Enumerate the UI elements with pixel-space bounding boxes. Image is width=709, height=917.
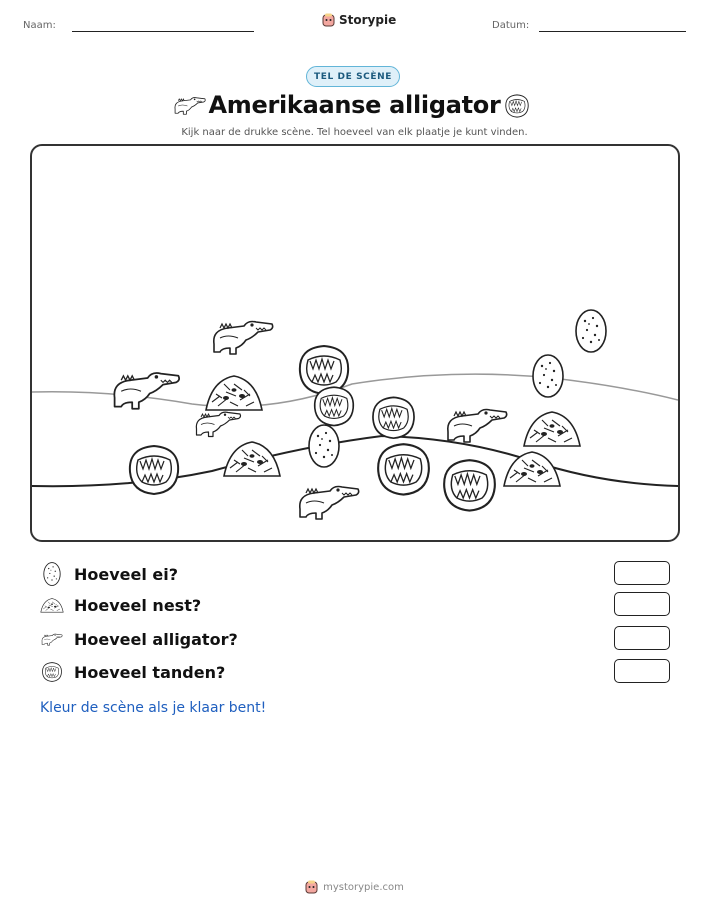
footer-url: mystorypie.com [323,881,404,893]
brand-name: Storypie [339,13,397,27]
activity-badge: TEL DE SCÈNE [306,66,400,87]
scene-alligator [448,410,507,443]
teeth-icon [503,93,531,119]
page-title: Amerikaanse alligator [208,91,501,119]
question-nests [40,592,670,618]
scene-egg [309,425,339,467]
name-line[interactable] [72,31,254,32]
scene-teeth [315,387,354,425]
scene-nest [206,376,262,410]
storypie-logo-icon [305,880,318,894]
nest-icon [40,595,64,615]
scene-teeth [373,397,414,438]
question-teeth [40,659,670,685]
answer-box-nests[interactable] [614,592,670,616]
date-label: Datum: [492,20,530,31]
question-text: Hoeveel alligator? [74,629,238,649]
name-label: Naam: [23,20,56,31]
scene-nest [224,442,280,476]
counting-scene[interactable] [30,144,680,542]
question-text: Hoeveel nest? [74,595,202,615]
scene-alligator [114,373,179,409]
scene-drawing [32,146,678,540]
footer [0,880,709,894]
egg-icon [43,562,61,586]
scene-teeth [444,460,495,510]
answer-box-alligators[interactable] [614,626,670,650]
scene-nest [524,412,580,446]
date-line[interactable] [539,31,686,32]
storypie-logo-icon [322,13,335,27]
scene-alligator [214,322,273,355]
scene-teeth [130,446,178,494]
scene-teeth [378,444,429,494]
scene-nest [504,452,560,486]
instructions: Kijk naar de drukke scène. Tel hoeveel van elk plaatje je kunt vinden. [181,127,528,138]
scene-alligator [196,412,240,436]
alligator-icon [40,630,64,648]
colouring-note: Kleur de scène als je klaar bent! [40,700,267,716]
question-eggs [40,561,670,587]
question-alligators [40,626,670,652]
scene-egg [533,355,563,397]
scene-teeth [300,346,348,394]
question-text: Hoeveel ei? [74,564,179,584]
scene-alligator [300,487,359,520]
answer-box-teeth[interactable] [614,659,670,683]
teeth-icon [40,661,64,683]
question-text: Hoeveel tanden? [74,662,226,682]
scene-egg [576,310,606,352]
brand [322,13,396,27]
answer-box-eggs[interactable] [614,561,670,585]
